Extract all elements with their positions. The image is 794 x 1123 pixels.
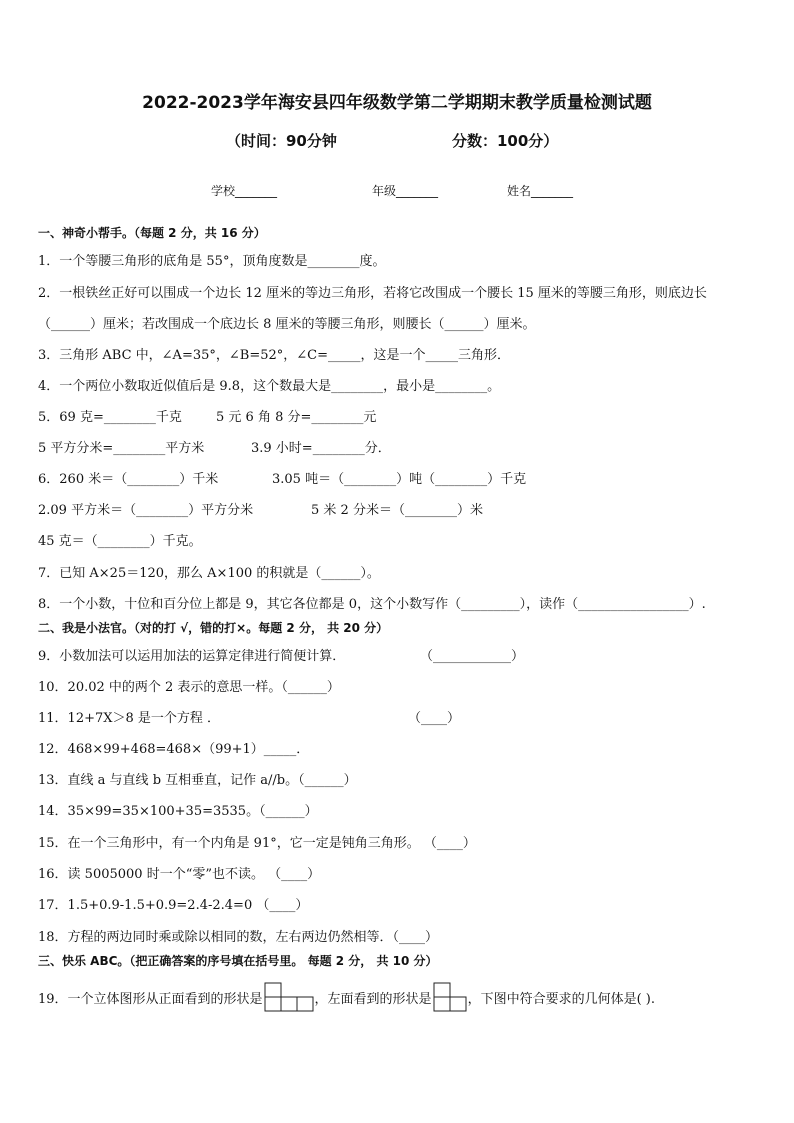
question-16: 16．读 5005000 时一个“零”也不读。 （____）: [38, 867, 321, 882]
question-6-c: 2.09 平方米＝（________）平方分米: [38, 503, 254, 518]
question-14: 14．35×99=35×100+35=3535。（______）: [38, 804, 318, 819]
question-5-d: 3.9 小时=________分．: [251, 441, 391, 456]
question-5-a: 5．69 克=________千克: [38, 410, 182, 425]
question-10: 10．20.02 中的两个 2 表示的意思一样。（______）: [38, 680, 340, 695]
question-9-answer: （____________）: [420, 649, 525, 664]
question-19-part-2: ，左面看到的形状是: [314, 991, 432, 1007]
school-field: 学校_______: [211, 184, 278, 198]
exam-time: （时间：90分钟: [226, 132, 337, 150]
question-5-c: 5 平方分米=________平方米: [38, 441, 205, 456]
question-7: 7．已知 A×25＝120，那么 A×100 的积就是（______）。: [38, 566, 380, 581]
question-19-part-1: 19．一个立体图形从正面看到的形状是: [38, 991, 263, 1007]
section-heading-1: 一、神奇小帮手。（每题 2 分，共 16 分）: [38, 226, 266, 240]
question-3: 3．三角形 ABC 中，∠A=35°，∠B=52°，∠C=_____，这是一个_____三角形．: [38, 348, 510, 363]
question-17: 17．1.5+0.9-1.5+0.9=2.4-2.4=0 （____）: [38, 898, 309, 913]
question-6-d: 5 米 2 分米＝（________）米: [311, 503, 483, 518]
question-18: 18．方程的两边同时乘或除以相同的数，左右两边仍然相等．（____）: [38, 930, 439, 945]
left-view-figure: [433, 982, 467, 1012]
question-15: 15．在一个三角形中，有一个内角是 91°，它一定是钝角三角形。 （____）: [38, 836, 476, 851]
question-6-e: 45 克＝（________）千克。: [38, 534, 202, 549]
question-5-b: 5 元 6 角 8 分=________元: [216, 410, 377, 425]
question-11-answer: （____）: [408, 711, 461, 726]
section-heading-3: 三、快乐 ABC。（把正确答案的序号填在括号里。 每题 2 分， 共 10 分）: [38, 954, 438, 968]
question-2-line-1: 2．一根铁丝正好可以围成一个边长 12 厘米的等边三角形，若将它改围成一个腰长 15 厘米的等腰三角形，则底边长: [38, 286, 707, 301]
question-9: 9．小数加法可以运用加法的运算定律进行简便计算．: [38, 649, 346, 664]
section-heading-2: 二、我是小法官。（对的打 √，错的打×。每题 2 分， 共 20 分）: [38, 621, 389, 635]
question-8: 8．一个小数，十位和百分位上都是 9，其它各位都是 0，这个小数写作（_________），读作（_________________）.: [38, 597, 706, 612]
question-13: 13．直线 a 与直线 b 互相垂直，记作 a//b。（______）: [38, 773, 357, 788]
question-19-part-3: ，下图中符合要求的几何体是( ).: [467, 991, 655, 1007]
name-field: 姓名_______: [507, 184, 574, 198]
question-1: 1．一个等腰三角形的底角是 55°，顶角度数是________度。: [38, 254, 386, 269]
grade-field: 年级_______: [372, 184, 439, 198]
question-4: 4．一个两位小数取近似值后是 9.8，这个数最大是________，最小是________。: [38, 379, 501, 394]
question-6-a: 6．260 米＝（________）千米: [38, 472, 219, 487]
question-2-line-2: （______）厘米；若改围成一个底边长 8 厘米的等腰三角形，则腰长（______）厘米。: [38, 317, 536, 332]
page-title: 2022-2023学年海安县四年级数学第二学期期末教学质量检测试题: [142, 93, 652, 113]
question-11: 11．12+7X＞8 是一个方程 ．: [38, 711, 221, 726]
exam-score: 分数：100分）: [452, 132, 559, 150]
front-view-figure: [264, 982, 314, 1012]
question-6-b: 3.05 吨＝（________）吨（________）千克: [272, 472, 527, 487]
question-19: [38, 982, 655, 1012]
question-12: 12．468×99+468=468×（99+1）_____．: [38, 742, 310, 757]
